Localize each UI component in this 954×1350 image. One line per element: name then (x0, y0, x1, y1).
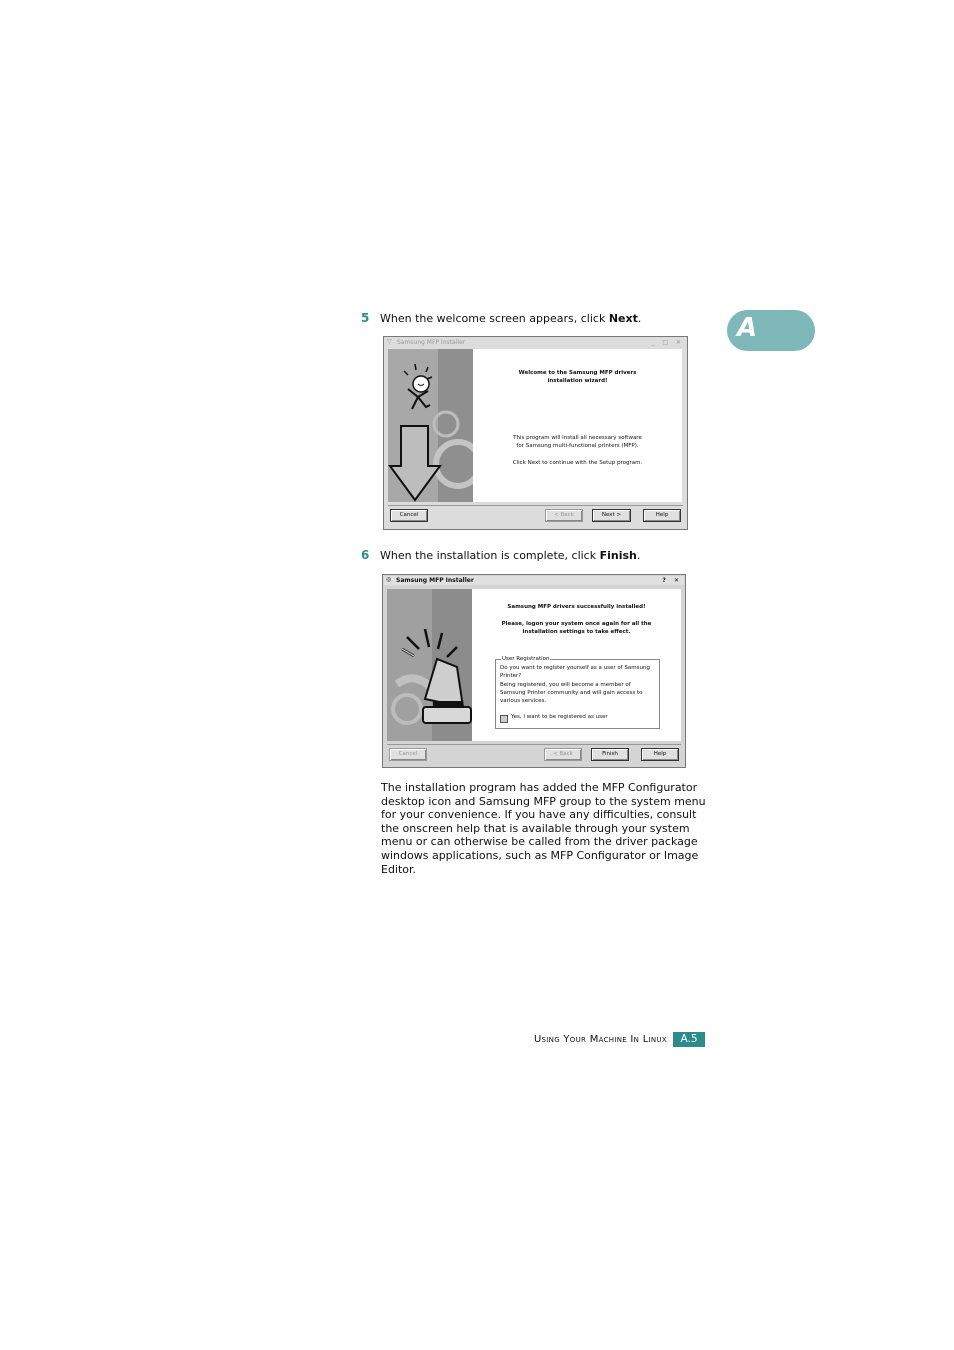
back-button[interactable]: < Back (545, 509, 583, 522)
wizard-side-image (388, 349, 473, 502)
registration-line-3: Being registered, you will become a member of (500, 682, 631, 688)
step-5 (361, 311, 641, 325)
wizard-content (472, 589, 681, 741)
step-text: When the welcome screen appears, click (380, 312, 609, 325)
page-number: A.5 (673, 1032, 705, 1047)
step-punct: . (636, 549, 641, 562)
registration-line-1: Do you want to register yourself as a user of Samsung (500, 665, 650, 671)
group-legend: User Registration (502, 656, 550, 662)
welcome-line-1: Welcome to the Samsung MFP drivers (518, 370, 637, 376)
dialog-title: Samsung MFP Installer (397, 339, 466, 346)
window-controls[interactable]: _ □ ✕ (651, 339, 684, 346)
wizard-illustration (387, 589, 472, 741)
wizard-illustration (388, 349, 473, 502)
step-text: When the installation is complete, click (380, 549, 600, 562)
note-line-2: installation settings to take effect. (522, 629, 631, 635)
wizard-side-image (387, 589, 472, 741)
back-button[interactable]: < Back (544, 748, 582, 761)
help-button[interactable]: Help (643, 509, 681, 522)
window-controls[interactable]: ? ✕ (662, 577, 682, 584)
register-checkbox[interactable] (500, 715, 508, 723)
register-checkbox-label[interactable]: Yes, I want to be registered as user (511, 714, 608, 720)
next-button[interactable]: Next > (592, 509, 631, 522)
finish-dialog (382, 574, 686, 768)
help-button[interactable]: Help (641, 748, 679, 761)
step-keyword: Next (608, 312, 638, 325)
button-separator (388, 505, 683, 506)
chapter-tab (727, 310, 815, 351)
body-paragraph: The installation program has added the MFP Configurator desktop icon and Samsung MFP group to the system menu for your convenience. If you have any difficulties, consult the onscreen help that is available through your system menu or can otherwise be called from the driver package windows applications, such as MFP Configurator or Image Editor. (381, 781, 706, 876)
wizard-content (473, 349, 682, 502)
cancel-button[interactable]: Cancel (389, 748, 427, 761)
app-icon: ◎ (386, 576, 392, 583)
button-separator (387, 744, 681, 745)
menu-icon[interactable]: ▽ (387, 338, 392, 345)
body-line-1: This program will install all necessary software (513, 435, 642, 441)
registration-line-4: Samsung Printer community and will gain access to (500, 690, 643, 696)
chapter-letter: A (737, 313, 758, 343)
welcome-line-2: installation wizard! (547, 378, 608, 384)
dialog-titlebar (384, 576, 684, 585)
body-line-2: for Samsung multi-functional printers (MFP). (516, 443, 639, 449)
step-punct: . (637, 312, 642, 325)
step-keyword: Finish (599, 549, 637, 562)
finish-button[interactable]: Finish (591, 748, 629, 761)
welcome-dialog (383, 336, 688, 530)
step-number: 5 (361, 311, 370, 325)
step-number: 6 (361, 548, 370, 562)
dialog-title: Samsung MFP Installer (396, 577, 474, 584)
page-footer (0, 1032, 954, 1048)
note-line-1: Please, logon your system once again for all the (501, 621, 652, 627)
footer-title: Using Your Machine In Linux (533, 1034, 667, 1045)
dialog-titlebar (385, 338, 686, 347)
user-registration-group (495, 656, 660, 729)
cancel-button[interactable]: Cancel (390, 509, 428, 522)
success-heading: Samsung MFP drivers successfully installed! (507, 604, 646, 610)
registration-line-5: various services. (500, 698, 547, 704)
body-line-3: Click Next to continue with the Setup program. (512, 460, 643, 466)
step-6 (361, 548, 640, 562)
registration-line-2: Printer? (500, 673, 522, 679)
